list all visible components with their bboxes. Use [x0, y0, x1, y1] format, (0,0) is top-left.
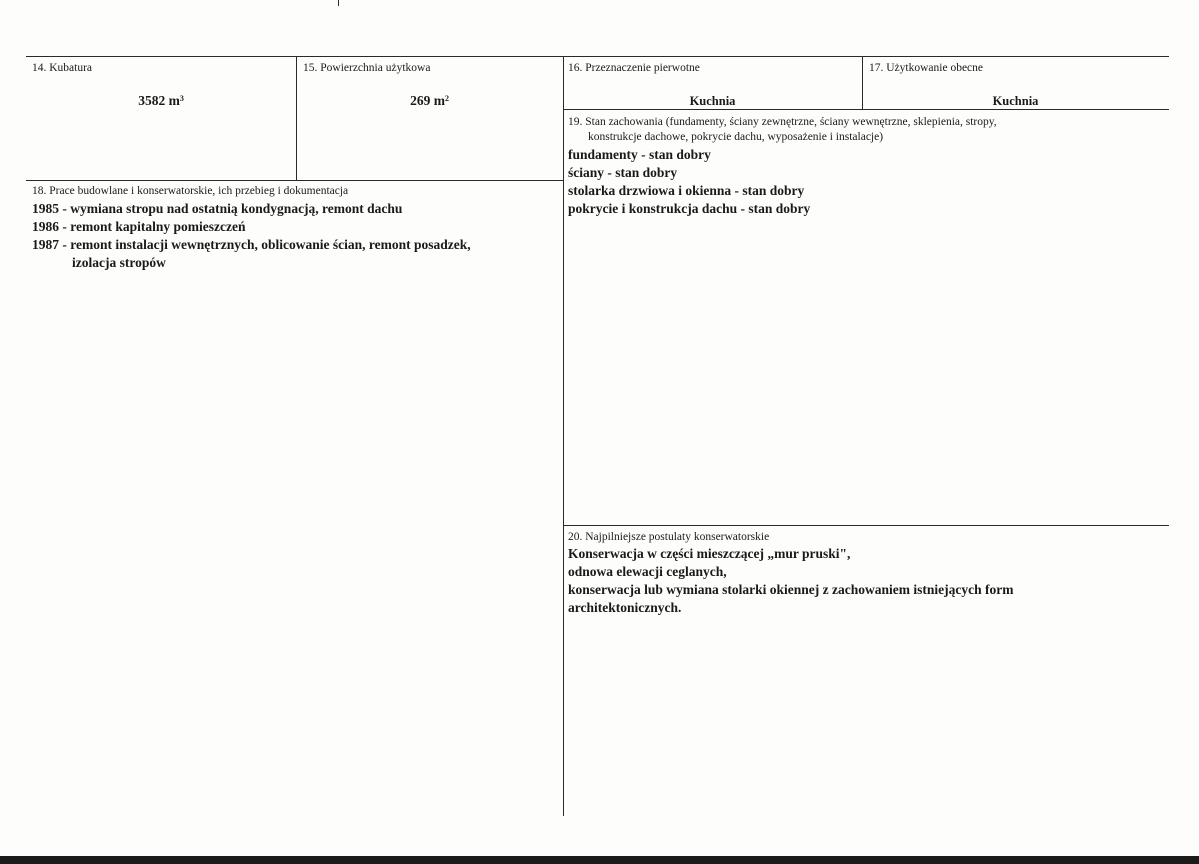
stan-label-line1: 19. Stan zachowania (fundamenty, ściany zewnętrzne, ściany wewnętrzne, sklepienia, stropy,	[568, 116, 997, 128]
stan-line-sciany: ściany - stan dobry	[568, 165, 678, 180]
form-top-border	[26, 56, 1169, 57]
postulaty-line-2: odnowa elewacji ceglanych,	[568, 564, 727, 579]
scan-bottom-edge	[0, 856, 1199, 864]
postulaty-line-1: Konserwacja w części mieszczącej „mur pruski",	[568, 546, 851, 561]
postulaty-label: 20. Najpilniejsze postulaty konserwatorskie	[568, 531, 770, 543]
prace-label: 18. Prace budowlane i konserwatorskie, ich przebieg i dokumentacja	[32, 185, 349, 197]
stan-label-line2: konstrukcje dachowe, pokrycie dachu, wyposażenie i instalacje)	[588, 131, 884, 143]
divider-left-right	[563, 56, 564, 816]
kubatura-number: 3582 m	[138, 93, 180, 108]
prace-line-1985: 1985 - wymiana stropu nad ostatnią kondygnacją, remont dachu	[32, 201, 403, 216]
divider-row-14-18	[26, 180, 563, 181]
stan-line-dach: pokrycie i konstrukcja dachu - stan dobry	[568, 201, 811, 216]
powierzchnia-label: 15. Powierzchnia użytkowa	[303, 62, 431, 74]
przeznaczenie-label: 16. Przeznaczenie pierwotne	[568, 62, 700, 74]
prace-line-1987: 1987 - remont instalacji wewnętrznych, oblicowanie ścian, remont posadzek,	[32, 237, 471, 252]
uzytkowanie-label: 17. Użytkowanie obecne	[869, 62, 984, 74]
kubatura-label: 14. Kubatura	[32, 62, 93, 74]
divider-14-15	[296, 56, 297, 180]
prace-line-1986: 1986 - remont kapitalny pomieszczeń	[32, 219, 246, 234]
stan-line-stolarka: stolarka drzwiowa i okienna - stan dobry	[568, 183, 805, 198]
kubatura-exponent: 3	[179, 94, 184, 103]
postulaty-line-4: architektonicznych.	[568, 600, 682, 615]
divider-row-19-20	[563, 525, 1169, 526]
prace-line-1987-cont: izolacja stropów	[72, 255, 166, 270]
uzytkowanie-value: Kuchnia	[992, 94, 1039, 108]
powierzchnia-value	[296, 92, 563, 110]
postulaty-line-3: konserwacja lub wymiana stolarki okiennej z zachowaniem istniejących form	[568, 582, 1014, 597]
stan-line-fundamenty: fundamenty - stan dobry	[568, 147, 711, 162]
przeznaczenie-value: Kuchnia	[689, 94, 736, 108]
powierzchnia-number: 269 m	[410, 93, 445, 108]
kubatura-value	[26, 92, 296, 110]
top-edge-tick	[338, 0, 339, 6]
powierzchnia-exponent: 2	[444, 94, 449, 103]
